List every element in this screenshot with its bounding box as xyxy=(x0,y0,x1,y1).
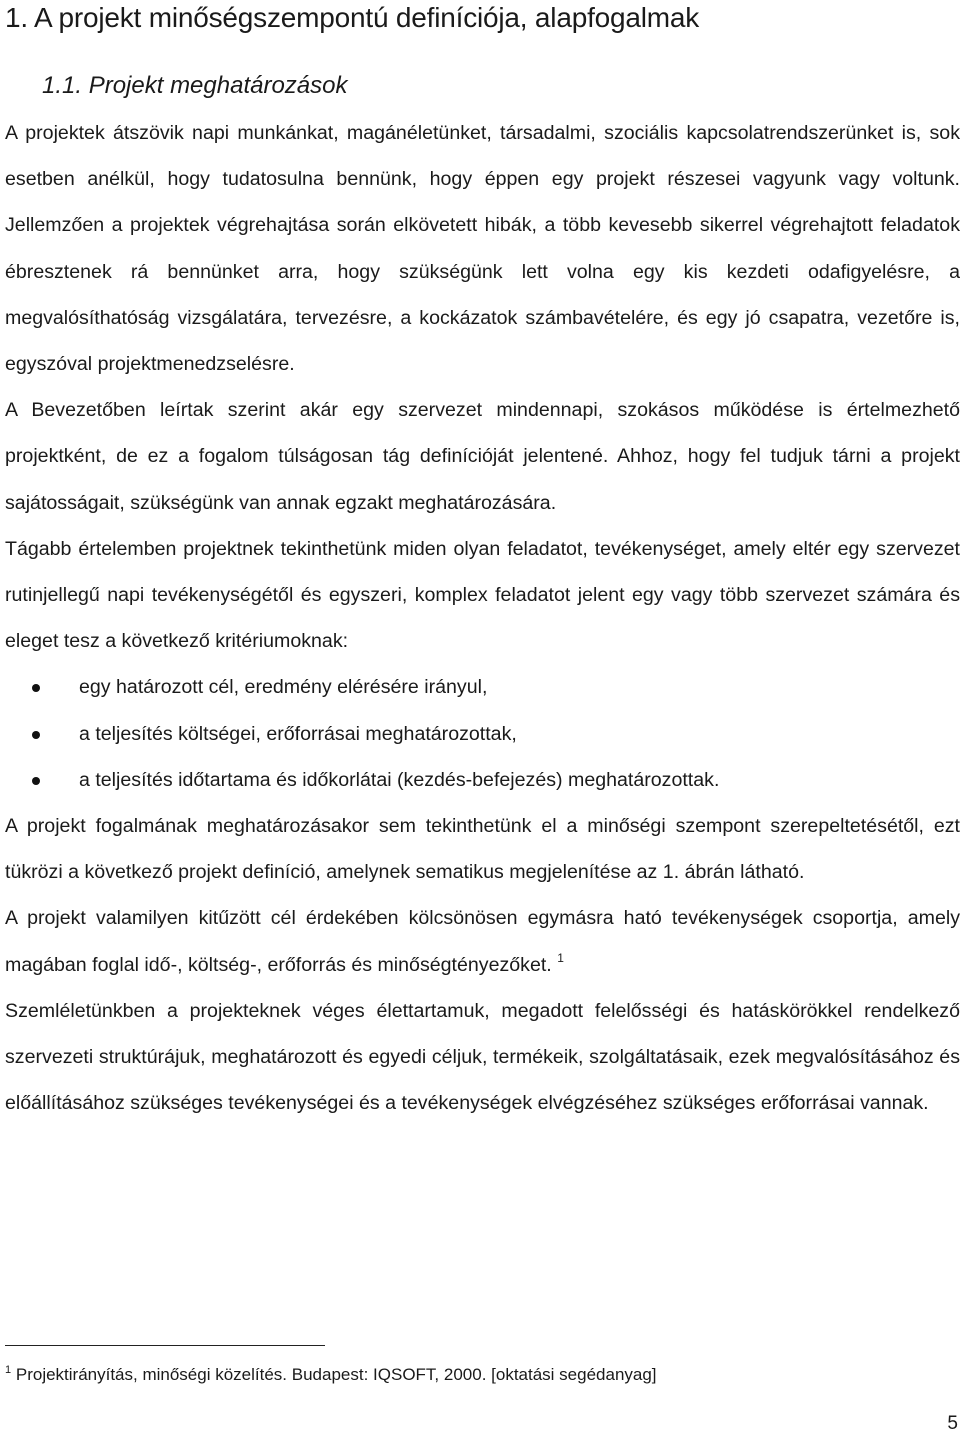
definition-text: A projekt valamilyen kitűzött cél érdekében kölcsönösen egymásra ható tevékenységek csoportja, amely magában foglal idő-, költség-, erőforrás és minőségtényezőket. xyxy=(5,907,960,976)
paragraph-project-definition xyxy=(5,895,960,987)
body-text xyxy=(5,110,960,1126)
bullet-icon xyxy=(32,731,40,739)
list-item xyxy=(5,757,960,803)
footnote-text: Projektirányítás, minőségi közelítés. Budapest: IQSOFT, 2000. [oktatási segédanyag] xyxy=(15,1365,657,1384)
bullet-icon xyxy=(32,684,40,692)
list-item-text: a teljesítés időtartama és időkorlátai (kezdés-befejezés) meghatározottak. xyxy=(79,768,720,791)
bullet-icon xyxy=(32,777,40,785)
list-item-text: a teljesítés költségei, erőforrásai meghatározottak, xyxy=(79,722,517,745)
paragraph-introduction-reference: A Bevezetőben leírtak szerint akár egy szervezet mindennapi, szokásos működése is értelmezhető projektként, de ez a fogalom túlságosan tág definícióját jelentené. Ahhoz, hogy fel tudjuk tárni a projekt sajátosságait, szükségünk van annak egzakt meghatározására. xyxy=(5,399,960,514)
footnote-divider xyxy=(5,1345,325,1346)
chapter-heading: 1. A projekt minőségszempontú definíciója, alapfogalmak xyxy=(5,2,700,33)
list-item xyxy=(5,664,960,710)
page-number: 5 xyxy=(947,1413,958,1434)
paragraph-quality-aspect: A projekt fogalmának meghatározásakor sem tekinthetünk el a minőségi szempont szerepeltetésétől, ezt tükrözi a következő projekt definíció, amelynek sematikus megjelenítése az 1. ábrán látható. xyxy=(5,815,960,884)
footnote xyxy=(5,1363,657,1387)
list-item-text: egy határozott cél, eredmény elérésére irányul, xyxy=(79,676,488,699)
paragraph-project-characteristics: Szemléletünkben a projekteknek véges élettartamuk, megadott felelősségi és hatáskörökkel rendelkező szervezeti struktúrájuk, meghatározott és egyedi céljuk, termékeik, szolgáltatásaik, ezek megvalósításához és előállításához szükséges tevékenységei és a tevékenységek elvégzéséhez szükséges erőforrásai vannak. xyxy=(5,999,960,1115)
criteria-list xyxy=(5,664,960,803)
document-page xyxy=(5,0,960,1442)
list-item xyxy=(5,711,960,757)
paragraph-intro: A projektek átszövik napi munkánkat, magánéletünket, társadalmi, szociális kapcsolatrendszerünket is, sok esetben anélkül, hogy tudatosulna bennünk, hogy éppen egy projekt részesei vagyunk vagy voltunk. Jellemzően a projektek végrehajtása során elkövetett hibák, a több kevesebb sikerrel végrehajtott feladatok ébresztenek rá bennünket arra, hogy szükségünk lett volna egy kis kezdeti odafigyelésre, a megvalósíthatóság vizsgálatára, tervezésre, a kockázatok számbavételére, és egy jó csapatra, vezetőre is, egyszóval projektmenedzselésre. xyxy=(5,122,960,376)
footnote-reference[interactable]: 1 xyxy=(557,950,564,965)
paragraph-broad-definition: Tágabb értelemben projektnek tekinthetünk miden olyan feladatot, tevékenységet, amely eltér egy szervezet rutinjellegű napi tevékenységétől és egyszeri, komplex feladatot jelent egy vagy több szervezet számára és eleget tesz a következő kritériumoknak: xyxy=(5,537,960,653)
section-heading: 1.1. Projekt meghatározások xyxy=(42,72,348,99)
footnote-number: 1 xyxy=(5,1364,12,1376)
